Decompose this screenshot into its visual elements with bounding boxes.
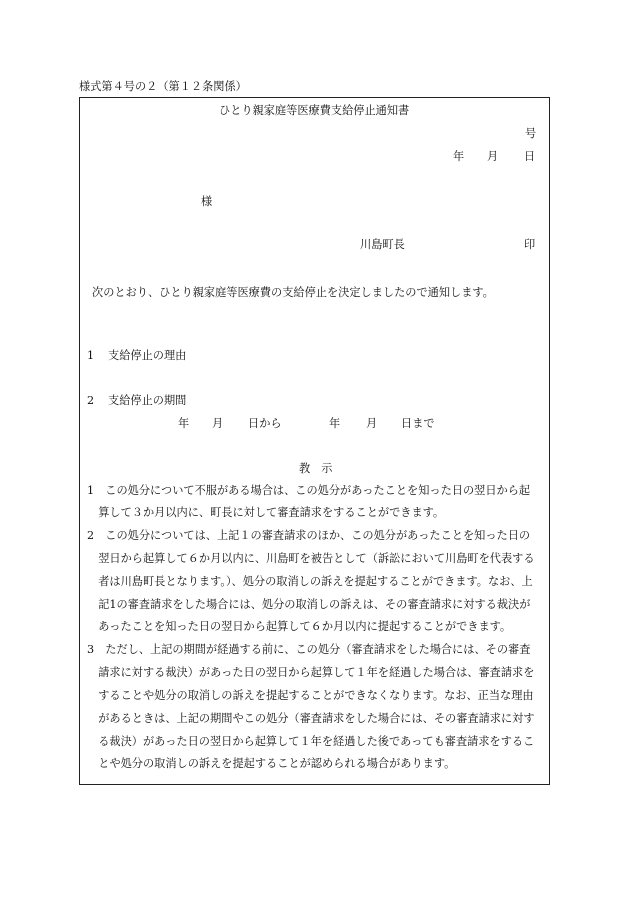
instruction-line: る裁決）があった日の翌日から起算して１年を経過した後であっても審査請求をするこ (87, 735, 535, 748)
instruction-line: 翌日から起算して６か月以内に、川島町を被告として（訴訟において川島町を代表する (87, 552, 535, 565)
instruction-line: 算して３か月以内に、町長に対して審査請求をすることができます。 (87, 506, 445, 519)
number-suffix: 号 (525, 127, 537, 140)
document-title: ひとり親家庭等医療費支給停止通知書 (219, 104, 410, 117)
instruction-line: 者は川島町長となります。）、処分の取消しの訴えを提起することができます。なお、上 (87, 575, 533, 588)
document-frame (79, 97, 550, 785)
instruction-line: 請求に対する裁決）があった日の翌日から起算して１年を経過した場合は、審査請求を (87, 666, 535, 679)
instruction-line: 2 この処分については、上記１の審査請求のほか、この処分があったことを知った日の (87, 529, 531, 542)
section-number: 2 (87, 394, 95, 407)
instruction-line: があるときは、上記の期間やこの処分（審査請求をした場合には、その審査請求に対す (87, 712, 535, 725)
instruction-line: 3 ただし、上記の期間が経過する前に、この処分（審査請求をした場合には、その審査 (87, 643, 531, 656)
date-month: 月 (487, 150, 499, 163)
period-end-month: 月 (366, 417, 378, 430)
form-id: 様式第４号の２（第１２条関係） (79, 80, 247, 93)
instruction-line: とや処分の取消しの訴えを提起することが認められる場合があります。 (87, 757, 456, 770)
notice-text: 次のとおり、ひとり親家庭等医療費の支給停止を決定しましたので通知します。 (92, 286, 494, 299)
section-stop-reason: 支給停止の理由 (108, 349, 187, 362)
instruction-line: することや処分の取消しの訴えを提起することができなくなります。なお、正当な理由 (87, 689, 534, 702)
addressee-suffix: 様 (201, 195, 213, 208)
period-start-day: 日から (248, 417, 282, 430)
issuer-name: 川島町長 (360, 238, 405, 251)
section-number: 1 (87, 349, 95, 362)
instruction-line: 記1の審査請求をした場合には、処分の取消しの訴えは、その審査請求に対する裁決が (87, 598, 531, 611)
section-stop-period: 支給停止の期間 (108, 394, 187, 407)
period-start-month: 月 (212, 417, 224, 430)
instruction-heading: 教示 (299, 462, 344, 475)
period-end-year: 年 (329, 417, 341, 430)
instruction-line: あったことを知った日の翌日から起算して６か月以内に提起することができます。 (87, 620, 512, 633)
date-year: 年 (453, 150, 465, 163)
instruction-line: 1 この処分について不服がある場合は、この処分があったことを知った日の翌日から起 (87, 484, 531, 497)
period-start-year: 年 (178, 417, 190, 430)
period-end-day: 日まで (401, 417, 435, 430)
seal-mark: 印 (524, 238, 536, 251)
date-day: 日 (524, 150, 536, 163)
